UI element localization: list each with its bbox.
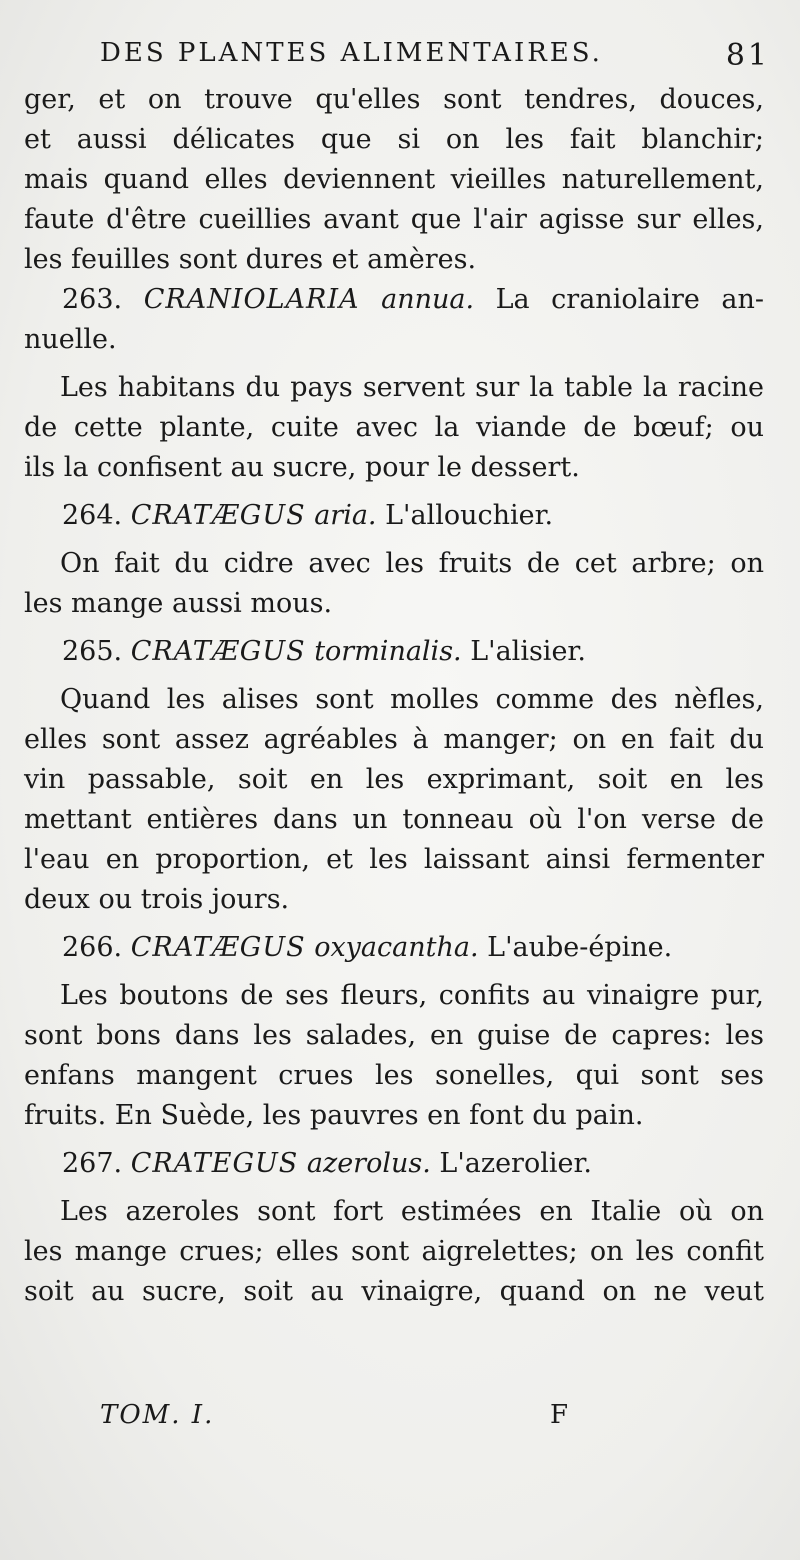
entry-heading-line: [24, 632, 764, 672]
text-line: les mange crues; elles sont aigrelettes; on les confit: [24, 1236, 764, 1267]
text-line: vin passable, soit en les exprimant, soit en les: [24, 764, 764, 795]
text-line: les mange aussi mous.: [24, 588, 333, 619]
entry-263-text: [24, 368, 764, 488]
entry-number: 264.: [62, 500, 123, 531]
text-line: ger, et on trouve qu'elles sont tendres, douces,: [24, 84, 764, 115]
species-name: azerolus.: [306, 1148, 431, 1179]
common-name: L'azerolier.: [439, 1148, 592, 1179]
entry-heading-line: [24, 280, 764, 320]
entry-264-heading: [24, 496, 764, 536]
genus-name: CRATÆGUS: [130, 636, 306, 667]
text-line: enfans mangent crues les sonelles, qui sont ses: [24, 1060, 764, 1091]
entry-number: 267.: [62, 1148, 123, 1179]
text-line: Les habitans du pays servent sur la table la racine: [60, 372, 764, 403]
common-name: L'aube-épine.: [487, 932, 673, 963]
text-line: de cette plante, cuite avec la viande de bœuf; ou: [24, 412, 764, 443]
entry-265-heading: [24, 632, 764, 672]
text-line: deux ou trois jours.: [24, 884, 290, 915]
text-line: soit au sucre, soit au vinaigre, quand on ne veut: [24, 1276, 764, 1307]
entry-263-heading: [24, 280, 764, 360]
species-name: annua.: [381, 284, 475, 315]
common-name: La craniolaire an-: [495, 284, 765, 315]
text-line: On fait du cidre avec les fruits de cet arbre; on: [60, 548, 764, 579]
entry-heading-line: [24, 1144, 764, 1184]
signature-mark: F: [550, 1400, 569, 1430]
entry-267-text: [24, 1192, 764, 1312]
entry-265-text: [24, 680, 764, 920]
text-line: Quand les alises sont molles comme des nèfles,: [60, 684, 764, 715]
common-name: L'allouchier.: [385, 500, 554, 531]
text-line: et aussi délicates que si on les fait blanchir;: [24, 124, 764, 155]
text-line: Les azeroles sont fort estimées en Italie où on: [60, 1196, 764, 1227]
text-line: Les boutons de ses fleurs, confits au vinaigre pur,: [60, 980, 764, 1011]
entry-266-heading: [24, 928, 764, 968]
page-number: 81: [725, 38, 770, 73]
entry-heading-line: [24, 928, 764, 968]
text-line: mais quand elles deviennent vieilles naturellement,: [24, 164, 764, 195]
entry-number: 266.: [62, 932, 123, 963]
text-line: fruits. En Suède, les pauvres en font du pain.: [24, 1100, 644, 1131]
genus-name: CRANIOLARIA: [143, 284, 360, 315]
text-line: mettant entières dans un tonneau où l'on verse de: [24, 804, 764, 835]
entry-264-text: [24, 544, 764, 624]
text-line: faute d'être cueillies avant que l'air agisse sur elles,: [24, 204, 764, 235]
text-line: les feuilles sont dures et amères.: [24, 244, 477, 275]
entry-heading-line: [24, 496, 764, 536]
species-name: aria.: [314, 500, 377, 531]
text-line: sont bons dans les salades, en guise de capres: les: [24, 1020, 764, 1051]
text-line: ils la confisent au sucre, pour le dessert.: [24, 452, 580, 483]
common-name: L'alisier.: [470, 636, 586, 667]
species-name: torminalis.: [314, 636, 462, 667]
page-footer: [100, 1400, 700, 1440]
genus-name: CRATÆGUS: [130, 500, 306, 531]
text-line: elles sont assez agréables à manger; on en fait du: [24, 724, 764, 755]
running-title: DES PLANTES ALIMENTAIRES.: [100, 38, 603, 68]
intro-paragraph: [24, 80, 764, 280]
running-header: [100, 38, 780, 78]
body-text: [24, 80, 764, 1312]
volume-mark: TOM. I.: [100, 1400, 215, 1430]
entry-267-heading: [24, 1144, 764, 1184]
entry-number: 265.: [62, 636, 123, 667]
text-line: l'eau en proportion, et les laissant ainsi fermenter: [24, 844, 764, 875]
genus-name: CRATEGUS: [130, 1148, 299, 1179]
entry-266-text: [24, 976, 764, 1136]
species-name: oxyacantha.: [314, 932, 479, 963]
entry-number: 263.: [62, 284, 123, 315]
common-name-continued: nuelle.: [24, 324, 117, 355]
genus-name: CRATÆGUS: [130, 932, 306, 963]
